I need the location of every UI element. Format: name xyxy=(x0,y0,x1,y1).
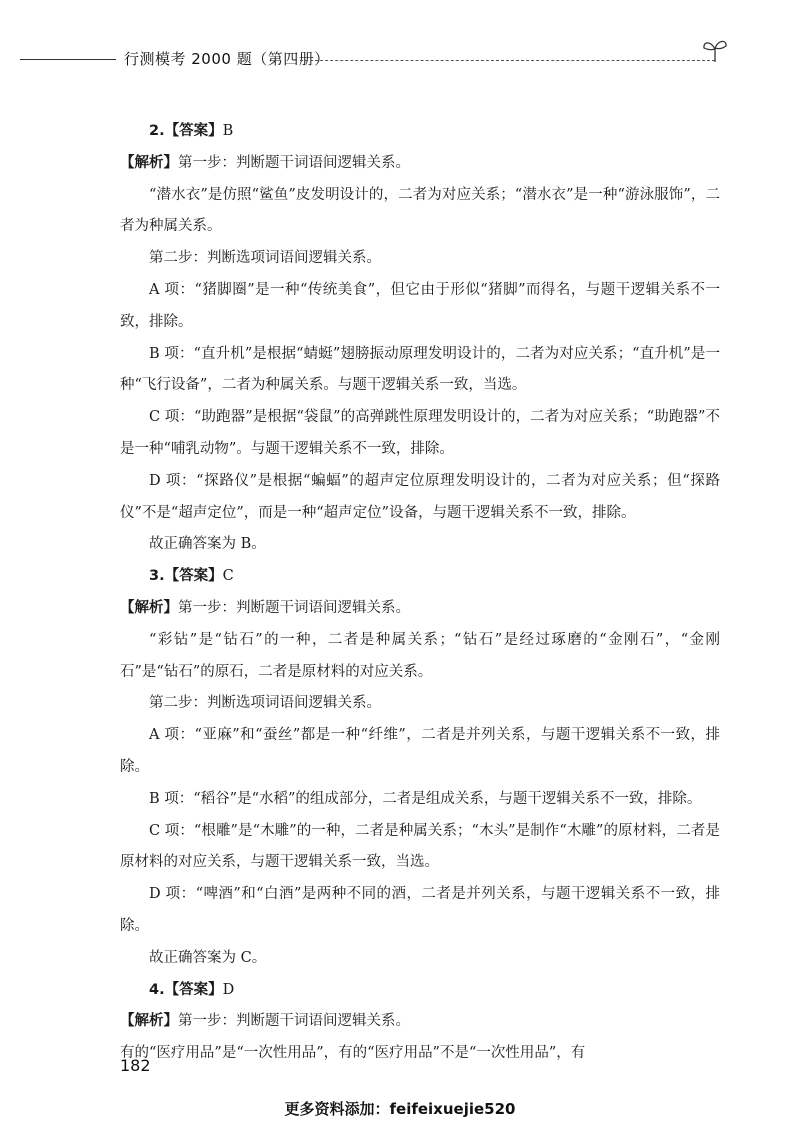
option-d: D 项：“啤酒”和“白酒”是两种不同的酒，二者是并列关系，与题干逻辑关系不一致，排除。 xyxy=(120,886,720,934)
sprout-icon xyxy=(700,34,730,64)
header-rule-right xyxy=(300,60,715,61)
page-number: 182 xyxy=(120,1056,151,1075)
header-rule-left xyxy=(20,59,116,60)
analysis-label: 【解析】 xyxy=(120,599,178,616)
conclusion: 故正确答案为 C。 xyxy=(149,949,267,966)
option-c: C 项：“根雕”是“木雕”的一种，二者是种属关系；“木头”是制作“木雕”的原材料，二者是原材料的对应关系，与题干逻辑关系一致，当选。 xyxy=(120,822,720,871)
option-b: B 项：“直升机”是根据“蜻蜓”翅膀振动原理发明设计的，二者为对应关系；“直升机”是一种“飞行设备”，二者为种属关系。与题干逻辑关系一致，当选。 xyxy=(120,345,720,394)
book-title: 行测模考 2000 题（第四册） xyxy=(124,50,330,68)
answer-explanations xyxy=(120,116,720,1070)
answer-4-heading xyxy=(120,975,720,1007)
answer-label: 3.【答案】 xyxy=(149,568,223,585)
paragraph: 第二步：判断选项词语间逻辑关系。 xyxy=(149,250,381,267)
option-b: B 项：“稻谷”是“水稻”的组成部分，二者是组成关系，与题干逻辑关系不一致，排除。 xyxy=(149,790,702,807)
analysis-step1 xyxy=(120,148,720,180)
answer-value: B xyxy=(222,123,234,139)
analysis-text: 第一步：判断题干词语间逻辑关系。 xyxy=(178,599,410,616)
answer-2-heading xyxy=(120,116,720,148)
answer-label: 2.【答案】 xyxy=(149,123,223,139)
analysis-text: 第一步：判断题干词语间逻辑关系。 xyxy=(178,1013,410,1030)
answer-value: D xyxy=(222,981,235,998)
answer-label: 4.【答案】 xyxy=(149,981,223,998)
paragraph: “潜水衣”是仿照“鲨鱼”皮发明设计的，二者为对应关系；“潜水衣”是一种“游泳服饰”，二者为种属关系。 xyxy=(120,186,720,235)
analysis-text: 第一步：判断题干词语间逻辑关系。 xyxy=(178,154,410,171)
analysis-step1 xyxy=(120,593,720,625)
conclusion: 故正确答案为 B。 xyxy=(149,536,266,553)
option-a: A 项：“猪脚圈”是一种“传统美食”，但它由于形似“猪脚”而得名，与题干逻辑关系不一致，排除。 xyxy=(120,281,720,330)
analysis-label: 【解析】 xyxy=(120,154,178,171)
analysis-label: 【解析】 xyxy=(120,1013,178,1030)
option-a: A 项：“亚麻”和“蚕丝”都是一种“纤维”，二者是并列关系，与题干逻辑关系不一致，排除。 xyxy=(120,727,720,775)
answer-3-heading xyxy=(120,561,720,593)
paragraph: “彩钻”是“钻石”的一种，二者是种属关系；“钻石”是经过琢磨的“金刚石”，“金刚石”是“钻石”的原石，二者是原材料的对应关系。 xyxy=(120,631,720,680)
analysis-step1 xyxy=(120,1006,720,1038)
paragraph: 有的“医疗用品”是“一次性用品”，有的“医疗用品”不是“一次性用品”，有 xyxy=(120,1045,586,1062)
option-d: D 项：“探路仪”是根据“蝙蝠”的超声定位原理发明设计的，二者为对应关系；但“探路仪”不是“超声定位”，而是一种“超声定位”设备，与题干逻辑关系不一致，排除。 xyxy=(120,472,720,521)
running-header xyxy=(20,44,725,74)
footer-note: 更多资料添加：feifeixuejie520 xyxy=(284,1100,516,1118)
paragraph: 第二步：判断选项词语间逻辑关系。 xyxy=(149,695,381,712)
answer-value: C xyxy=(222,568,234,585)
option-c: C 项：“助跑器”是根据“袋鼠”的高弹跳性原理发明设计的，二者为对应关系；“助跑器”不是一种“哺乳动物”。与题干逻辑关系不一致，排除。 xyxy=(120,409,720,457)
